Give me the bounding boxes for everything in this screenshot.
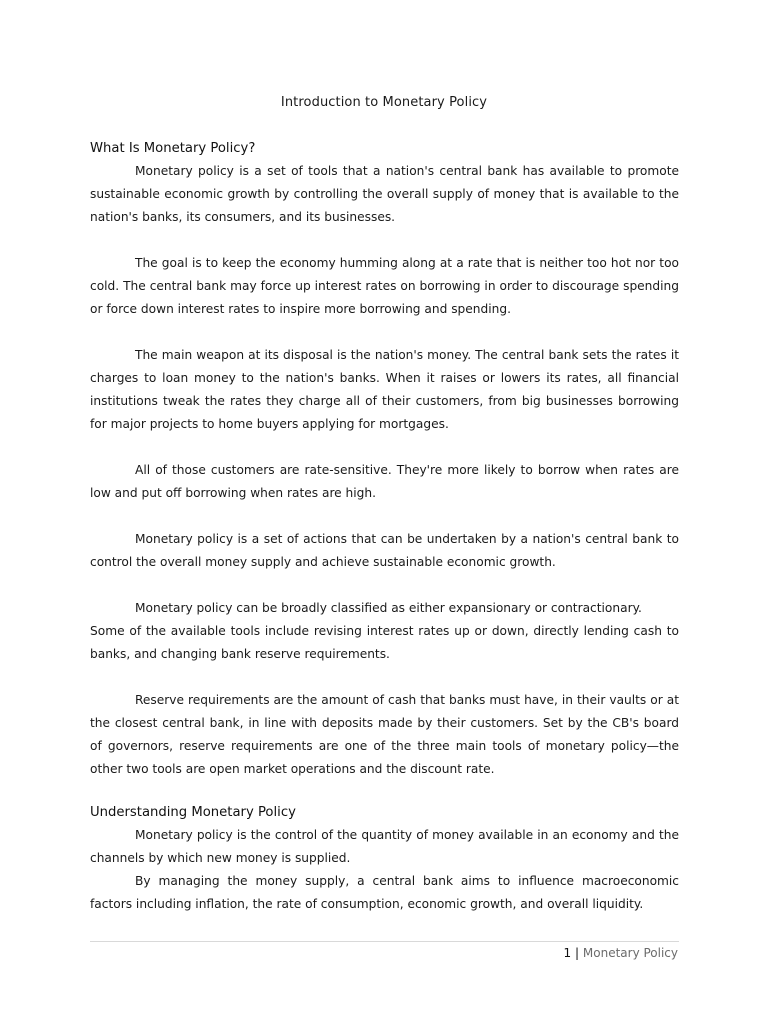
- paragraph: Monetary policy is a set of actions that can be undertaken by a nation's central bank to control the overall money supply and achieve sustainable economic growth.: [90, 532, 679, 569]
- section-heading: What Is Monetary Policy?: [90, 141, 256, 156]
- document-body: [90, 138, 679, 916]
- paragraph: By managing the money supply, a central bank aims to influence macroeconomic factors including inflation, the rate of consumption, economic growth, and overall liquidity.: [90, 874, 679, 911]
- paragraph: Some of the available tools include revising interest rates up or down, directly lending cash to banks, and changing bank reserve requirements.: [90, 624, 679, 661]
- paragraph: The main weapon at its disposal is the nation's money. The central bank sets the rates it charges to loan money to the nation's banks. When it raises or lowers its rates, all financial institutions tweak the rates they charge all of their customers, from big businesses borrowing for major projects to home buyers applying for mortgages.: [90, 348, 679, 431]
- page-number: 1: [563, 946, 572, 960]
- paragraph: Monetary policy can be broadly classified as either expansionary or contractionary.: [135, 601, 642, 615]
- footer-separator: |: [575, 946, 580, 960]
- page-footer: [564, 944, 678, 962]
- paragraph: The goal is to keep the economy humming along at a rate that is neither too hot nor too cold. The central bank may force up interest rates on borrowing in order to discourage spending or force down interest rates to inspire more borrowing and spending.: [90, 256, 679, 316]
- footer-divider: [90, 941, 679, 942]
- paragraph: Reserve requirements are the amount of cash that banks must have, in their vaults or at the closest central bank, in line with deposits made by their customers. Set by the CB's board of governors, reserve requirements are one of the three main tools of monetary policy—the other two tools are open market operations and the discount rate.: [90, 693, 679, 776]
- paragraph: Monetary policy is a set of tools that a nation's central bank has available to promote sustainable economic growth by controlling the overall supply of money that is available to the nation's banks, its consumers, and its businesses.: [90, 164, 679, 224]
- footer-label: Monetary Policy: [582, 946, 678, 960]
- paragraph: Monetary policy is the control of the quantity of money available in an economy and the channels by which new money is supplied.: [90, 828, 679, 865]
- paragraph: All of those customers are rate-sensitive. They're more likely to borrow when rates are low and put off borrowing when rates are high.: [90, 463, 679, 500]
- document-title: Introduction to Monetary Policy: [280, 95, 488, 110]
- section-heading: Understanding Monetary Policy: [90, 805, 296, 820]
